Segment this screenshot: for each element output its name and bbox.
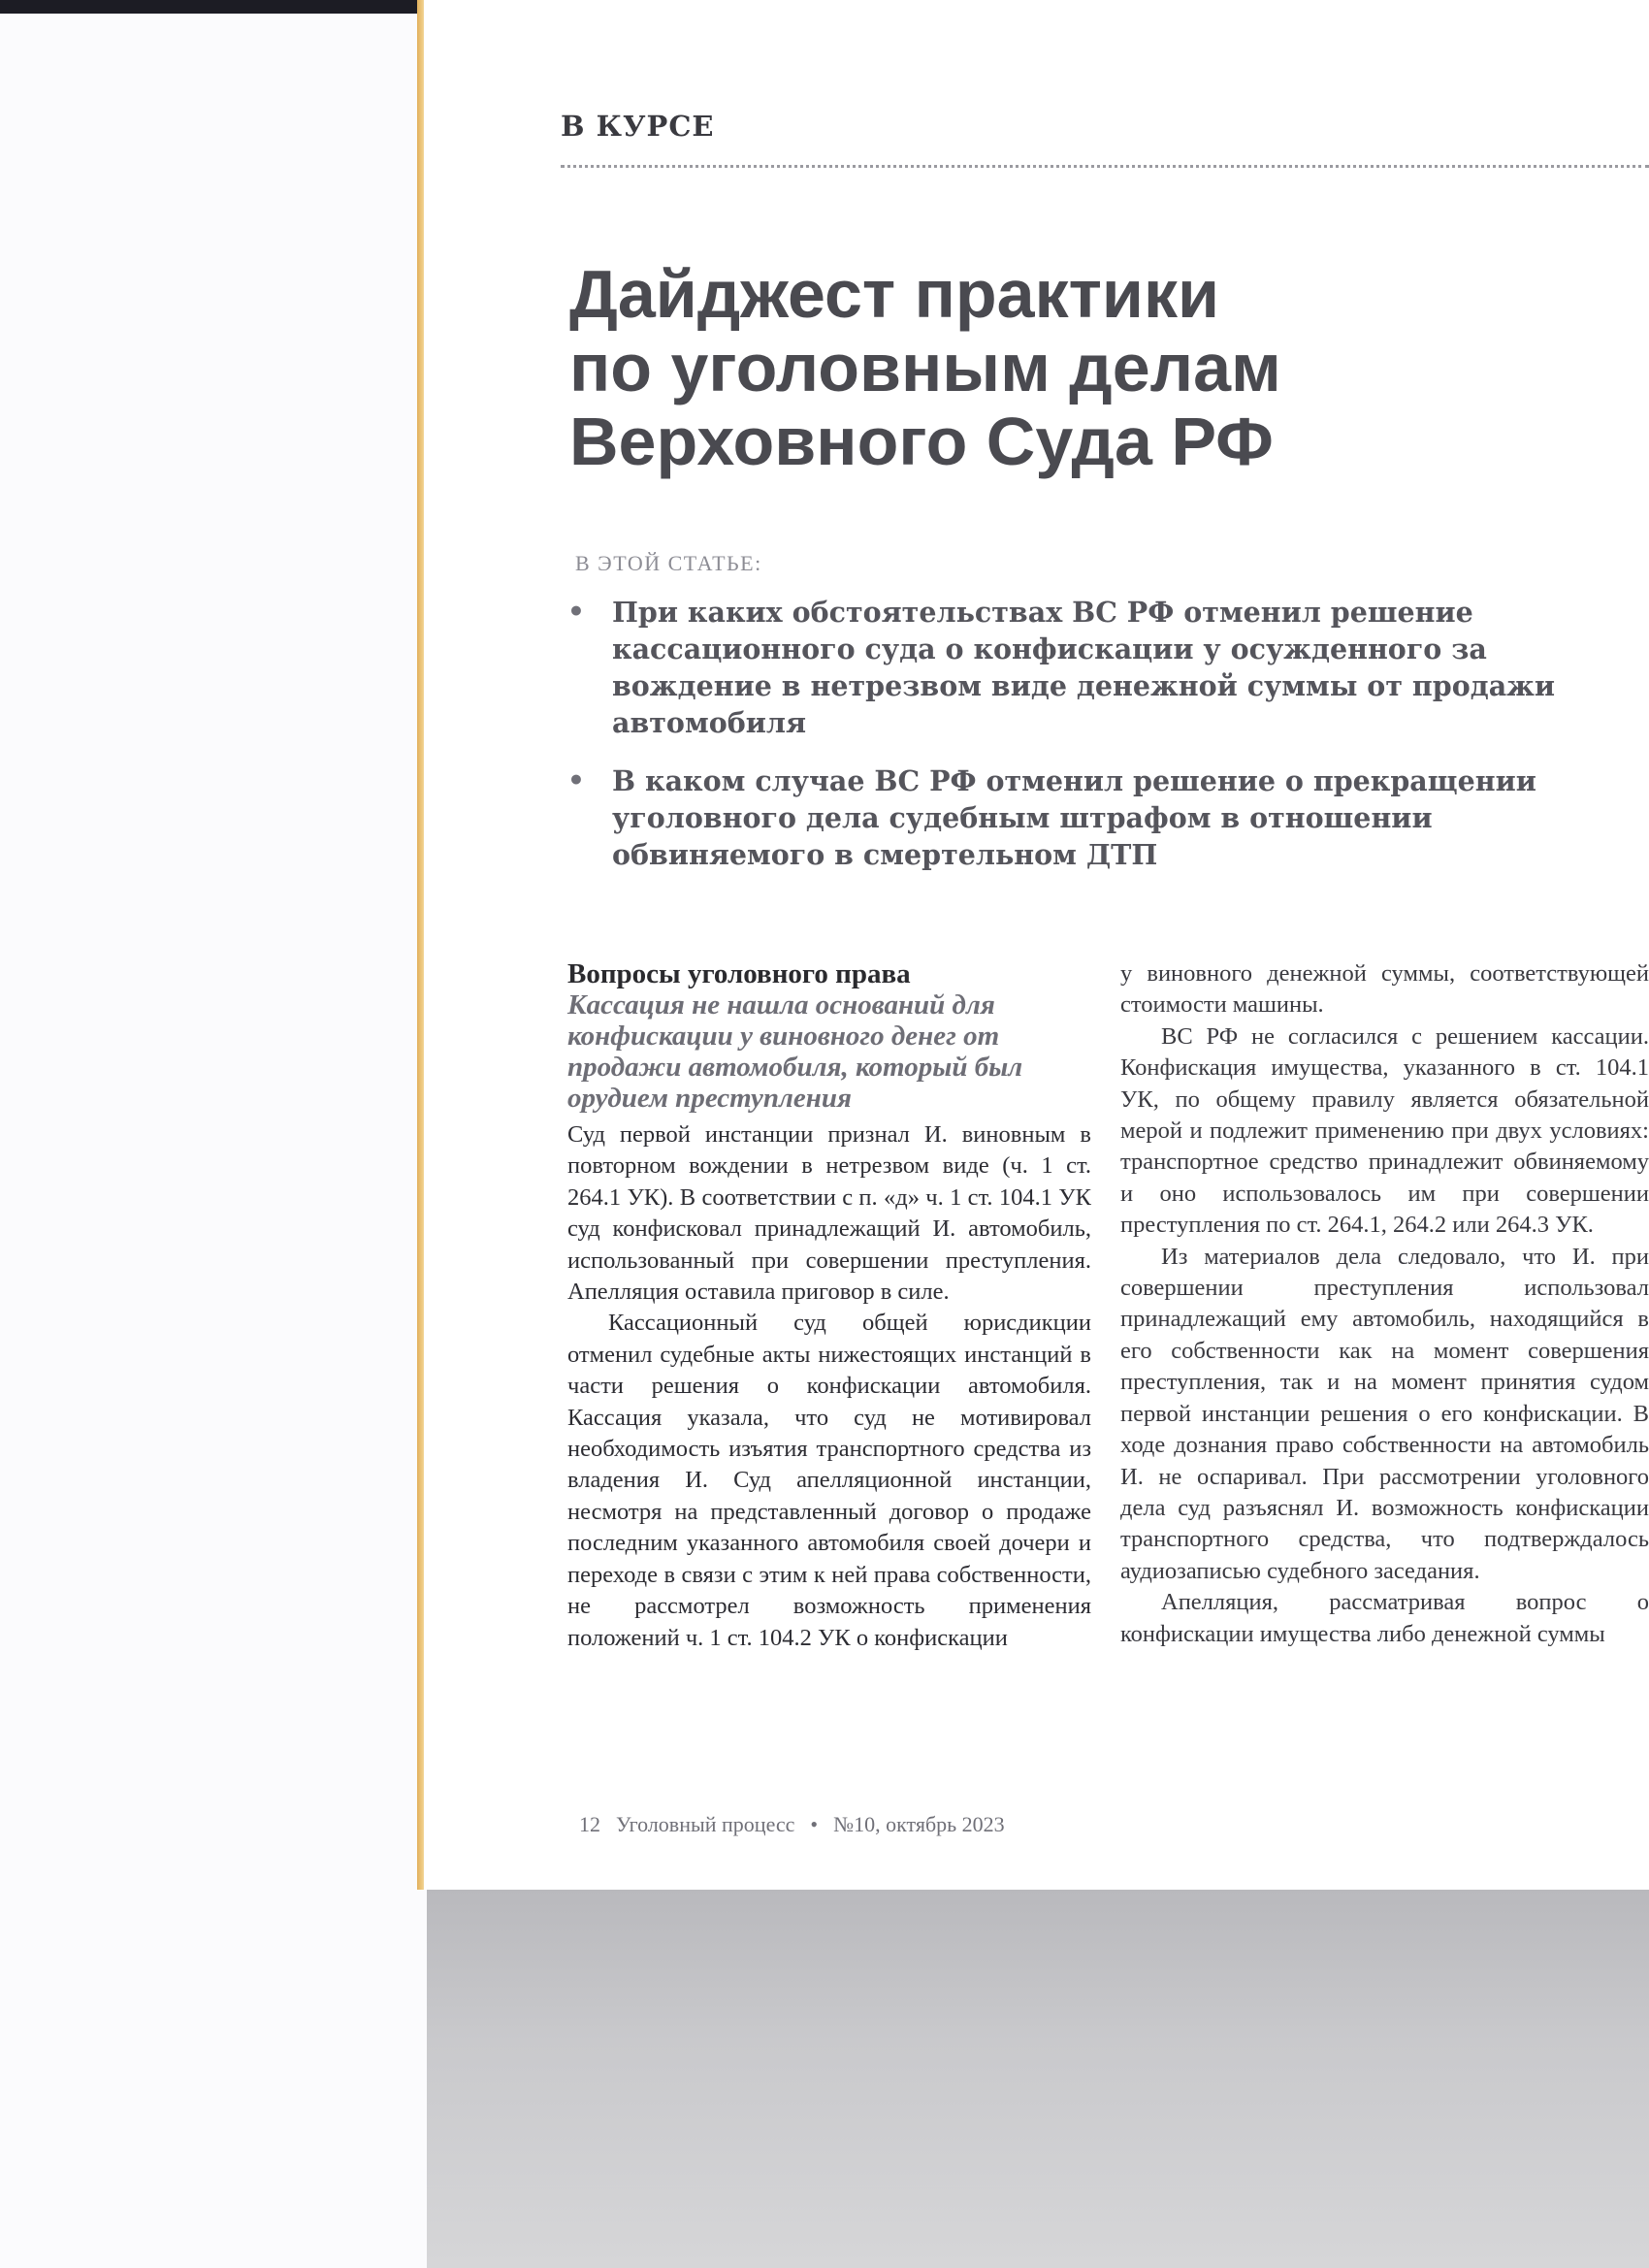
rubric-label: В КУРСЕ: [561, 110, 715, 143]
title-line: Верховного Суда РФ: [569, 404, 1274, 479]
body-paragraph: Суд первой инстанции признал И. виновным в повторном вождении в нетрезвом виде (ч. 1 ст. 264.1 УК). В соответствии с п. «д» ч. 1 ст. 104.1 УК суд конфисковал принадлежащий И. автомобиль, использованный при совершении преступления. Апелляция оставила приговор в силе.: [567, 1121, 1091, 1306]
summary-text: В каком случае ВС РФ отменил решение о прекращении уголовного дела судебным штрафом в отношении обвиняемого в смертельном ДТП: [612, 764, 1536, 871]
issue-info: №10, октябрь 2023: [833, 1812, 1005, 1836]
scan-background-left: [0, 0, 427, 2268]
summary-item: [567, 762, 1644, 873]
in-this-article-label: В ЭТОЙ СТАТЬЕ:: [575, 551, 762, 575]
summary-text: При каких обстоятельствах ВС РФ отменил решение кассационного суда о конфискации у осужденного за вождение в нетрезвом виде денежной суммы от продажи автомобиля: [612, 596, 1556, 739]
summary-item: [567, 594, 1644, 741]
column-right: [1120, 958, 1649, 1650]
page-number: 12: [579, 1812, 600, 1836]
body-paragraph: ВС РФ не согласился с решением кассации. Конфискация имущества, указанного в ст. 104.1 УК, по общему правилу является обязательной мерой и подлежит применению при двух условиях: транспортное средство принадлежит обвиняемому и оно использовалось им при совершении преступления по ст. 264.1, 264.2 или 264.3 УК.: [1120, 1022, 1649, 1239]
title-line: Дайджест практики: [569, 256, 1220, 332]
section-subheading: Кассация не нашла оснований для конфискации у виновного денег от продажи автомобиля, который был орудием преступления: [567, 989, 1023, 1114]
article-summary-list: [567, 594, 1644, 894]
body-paragraph: Апелляция, рассматривая вопрос о конфискации имущества либо денежной суммы: [1120, 1589, 1649, 1647]
title-line: по уголовным делам: [569, 330, 1281, 405]
body-paragraph: у виновного денежной суммы, соответствующей стоимости машины.: [1120, 960, 1649, 1019]
page-footer: [579, 1812, 1020, 1837]
bullet-icon: •: [567, 764, 585, 796]
column-left: [567, 958, 1091, 1654]
journal-name: Уголовный процесс: [616, 1812, 795, 1836]
section-heading: Вопросы уголовного права: [567, 958, 911, 989]
article-title: [569, 257, 1442, 478]
body-paragraph: Из материалов дела следовало, что И. при совершении преступления использовал принадлежащий ему автомобиль, находящийся в его собственности как на момент совершения преступления, так и на момент принятия судом первой инстанции решения о его конфискации. В ходе дознания право собственности на автомобиль И. не оспаривал. При рассмотрении уголовного дела суд разъяснял И. возможность конфискации транспортного средства, что подтверждалось аудиозаписью судебного заседания.: [1120, 1243, 1649, 1584]
rubric-divider: [561, 165, 1649, 168]
bullet-icon: •: [567, 596, 585, 628]
body-paragraph: Кассационный суд общей юрисдикции отменил судебные акты нижестоящих инстанций в части решения о конфискации автомобиля. Кассация указала, что суд не мотивировал необходимость изъятия транспортного средства из владения И. Суд апелляционной инстанции, несмотря на представленный договор о продаже последним указанного автомобиля своей дочери и переходе в связи с этим к ней права собственности, не рассмотрел возможность применения положений ч. 1 ст. 104.2 УК о конфискации: [567, 1310, 1091, 1651]
scan-background-bottom: [427, 1890, 1649, 2268]
scan-edge-dark: [0, 0, 441, 14]
footer-separator: •: [810, 1812, 819, 1836]
magazine-page: [424, 0, 1649, 1890]
